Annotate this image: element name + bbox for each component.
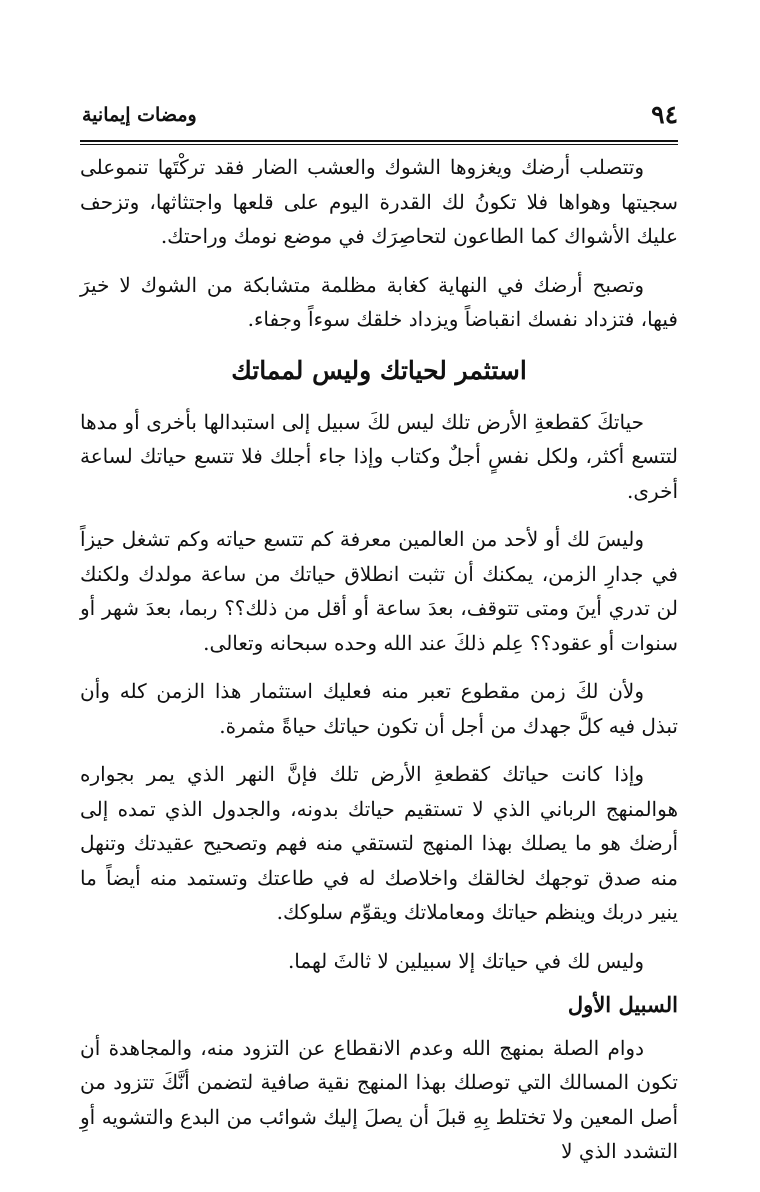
running-title: ومضات إيمانية	[82, 104, 197, 126]
paragraph: وتصبح أرضك في النهاية كغابة مظلمة متشابكة من الشوك لا خيرَ فيها، فتزداد نفسك انقباضاً ويزداد خلقك سوءاً وجفاء.	[80, 272, 678, 331]
section-heading: استثمر لحياتك وليس لمماتك	[231, 355, 527, 385]
paragraph: وتتصلب أرضك ويغزوها الشوك والعشب الضار فقد تركْتَها تنموعلى سجيتها وهواها فلا تكونُ لك القدرة اليوم على قلعها واجتثاثها، وتزحف عليك الأشواك كما الطاعون لتحاصِرَك في موضع نومك وراحتك.	[80, 155, 678, 248]
header-rule	[80, 140, 678, 145]
page-header	[82, 98, 678, 142]
paragraph: دوام الصلة بمنهج الله وعدم الانقطاع عن التزود منه، والمجاهدة أن تكون المسالك التي توصلك بهذا المنهج نقية صافية لتضمن أنَّكَ تتزود من أصل المعين ولا تختلط بِهِ قبلَ أن يصلَ إليك شوائب من البدع والتشويه أوِ التشدد الذي لا	[80, 1035, 678, 1163]
subheading: السبيل الأول	[567, 992, 678, 1017]
page-number: ٩٤	[651, 100, 678, 129]
paragraph: وليس لك في حياتك إلا سبيلين لا ثالثَ لهما.	[287, 948, 644, 973]
page-body	[80, 150, 678, 1183]
paragraph: وليسَ لك أو لأحد من العالمين معرفة كم تتسع حياته وكم تشغل حيزاً في جدارِ الزمن، يمكنك أن تثبت انطلاق حياتك من ساعة مولدك ولكنك لن تدري أينَ ومتى تتوقف، بعدَ ساعة أو أقل من ذلك؟؟ ربما، بعدَ شهر أو سنوات أو عقود؟؟ عِلم ذلكَ عند الله وحده سبحانه وتعالى.	[80, 527, 678, 655]
paragraph: وإذا كانت حياتك كقطعةِ الأرض تلك فإنَّ النهر الذي يمر بجواره هوالمنهج الرباني الذي لا تستقيم حياتك بدونه، والجدول الذي تمده إلى أرضك هو ما يصلك بهذا المنهج لتستقي منه فهم وتصحيح عقيدتك وتنهل منه صدق توجهك لخالقك واخلاصك له في طاعتك وتستمد منه أيضاً ما ينير دربك وينظم حياتك ومعاملاتك ويقوِّم سلوكك.	[80, 762, 678, 924]
paragraph: ولأن لكَ زمن مقطوع تعبر منه فعليك استثمار هذا الزمن كله وأن تبذل فيه كلَّ جهدك من أجل أن تكون حياتك حياةً مثمرة.	[80, 679, 678, 738]
paragraph: حياتكَ كقطعةِ الأرض تلك ليس لكَ سبيل إلى استبدالها بأخرى أو مدها لتتسع أكثر، ولكل نفسٍ أجلٌ وكتاب وإذا جاء أجلك فلا تتسع حياتك لساعة أخرى.	[80, 409, 678, 503]
